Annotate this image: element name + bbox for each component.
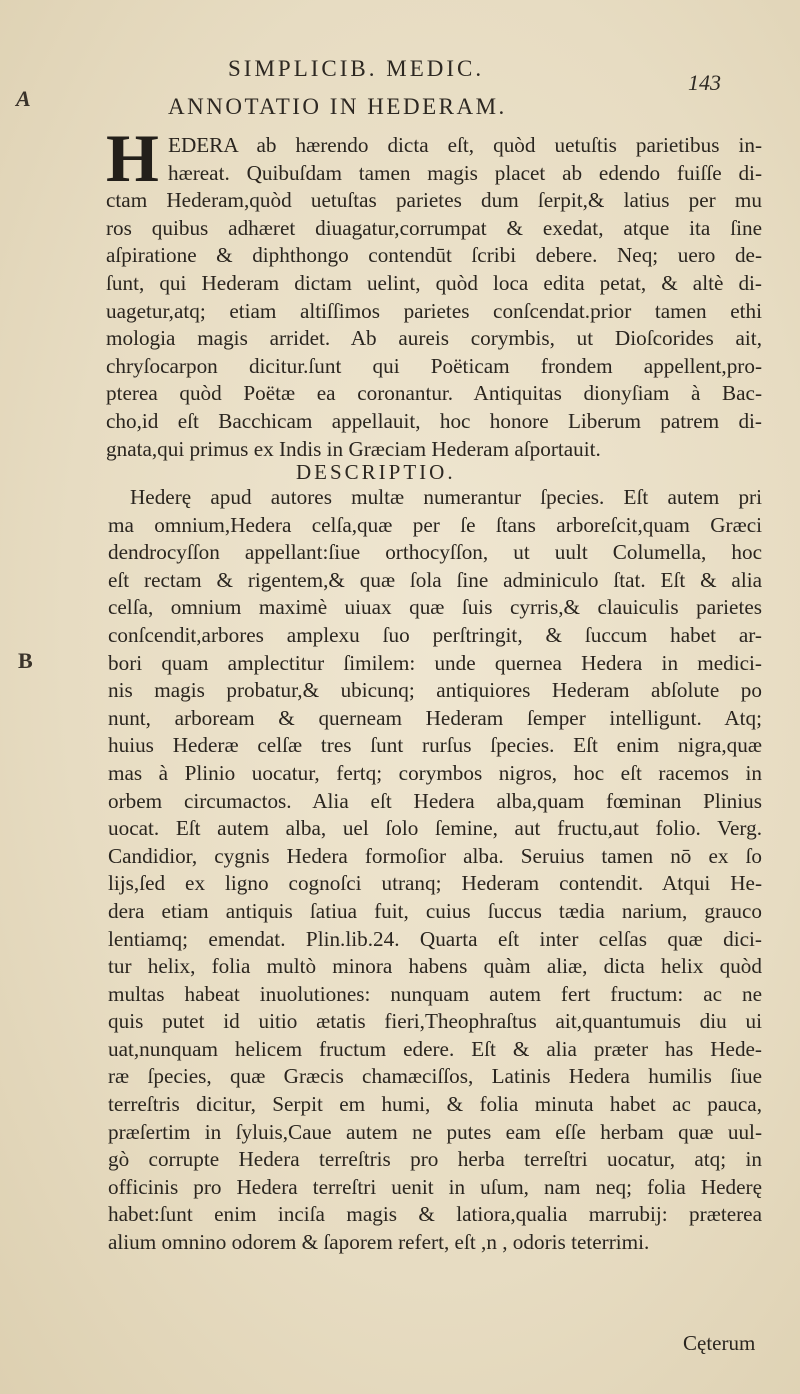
text-line: ſunt, qui Hederam dictam uelint, quòd loca edita petat, & altè di- [106,270,762,295]
text-line: ros quibus adhæret diuagatur,corrumpat & exedat, atque ita ſine [106,215,762,240]
text-line: uagetur,atq; etiam altiſſimos parietes conſcendat.prior tamen ethi [106,298,762,323]
text-line: bori quam amplectitur ſimilem: unde quernea Hedera in medici- [108,650,762,675]
text-line: gnata,qui primus ex Indis in Græciam Hederam aſportauit. [106,436,601,461]
text-line: hæreat. Quibuſdam tamen magis placet ab edendo fuiſſe di- [168,160,762,185]
text-line: gò corrupte Hedera terreſtris pro herba terreſtri uocatur, atq; in [108,1147,762,1172]
text-line: chryſocarpon dicitur.ſunt qui Poëticam frondem appellent,pro- [106,353,762,378]
text-line: celſa, omnium maximè uiuax quæ ſuis cyrris,& clauiculis parietes [108,595,762,620]
text-line: mologia magis arridet. Ab aureis corymbis, ut Dioſcorides ait, [106,326,762,351]
text-line: alium omnino odorem & ſaporem refert, eſt ,n , odoris teterrimi. [108,1230,650,1255]
text-line: EDERA ab hærendo dicta eſt, quòd uetuſtis parietibus in- [168,133,762,157]
section-title: ANNOTATIO IN HEDERAM. [168,94,507,119]
text-line: Hederę apud autores multæ numerantur ſpecies. Eſt autem pri [130,485,762,509]
text-line: multas habeat inuolutiones: nunquam autem fert fructum: ac ne [108,981,762,1006]
description-paragraph [108,484,762,1257]
page-number: 143 [688,70,721,95]
drop-cap: H [106,120,159,196]
text-line: officinis pro Hedera terreſtri uenit in uſum, nam neq; folia Hederę [108,1174,762,1199]
running-head: SIMPLICIB. MEDIC. [228,56,485,81]
text-line: ma omnium,Hedera celſa,quæ per ſe ſtans arboreſcit,quam Græci [108,512,762,537]
section-subheading: DESCRIPTIO. [296,460,456,484]
text-line: præſertim in ſyluis,Caue autem ne putes eam eſſe herbam quæ uul- [108,1119,762,1144]
text-line: eſt rectam & rigentem,& quæ ſola ſine adminiculo ſtat. Eſt & alia [108,567,762,592]
text-line: ræ ſpecies, quæ Græcis chamæciſſos, Latinis Hedera humilis ſiue [108,1064,762,1089]
margin-letter-b: B [18,648,33,673]
text-line: conſcendit,arbores amplexu ſuo perſtringit, & ſuccum habet ar- [108,622,762,647]
text-line: Candidior, cygnis Hedera formoſior alba. Seruius tamen nō ex ſo [108,843,762,868]
text-line: pterea quòd Poëtæ ea coronantur. Antiquitas dionyſiam à Bac- [106,381,762,406]
text-line: orbem circumactos. Alia eſt Hedera alba,quam fœminan Plinius [108,788,762,813]
catchword: Cęterum [683,1331,756,1355]
text-line: nunt, arboream & querneam Hederam ſemper intelligunt. Atq; [108,705,762,730]
text-line: nis magis probatur,& ubicunq; antiquiores Hederam abſolute po [108,678,762,703]
text-line: habet:ſunt enim inciſa magis & latiora,qualia marrubij: præterea [108,1202,762,1227]
text-line: lijs,ſed ex ligno cognoſci utranq; Hederam contendit. Atqui He- [108,871,762,896]
text-line: uat,nunquam helicem fructum edere. Eſt & alia præter has Hede- [108,1036,762,1061]
text-line: terreſtris dicitur, Serpit em humi, & folia minuta habet ac pauca, [108,1092,762,1117]
text-line: dendrocyſſon appellant:ſiue orthocyſſon, ut uult Columella, hoc [108,540,762,565]
text-line: dera etiam antiquis ſatiua fuit, cuius ſuccus tædia narium, grauco [108,898,762,923]
text-line: cho,id eſt Bacchicam appellauit, hoc honore Liberum patrem di- [106,408,762,433]
text-line: lentiamq; emendat. Plin.lib.24. Quarta eſt inter celſas quæ dici- [108,926,762,951]
margin-letter-a: A [16,86,31,111]
annotation-paragraph [106,132,762,463]
text-line: mas à Plinio uocatur, fertq; corymbos nigros, hoc eſt racemos in [108,760,762,785]
text-line: quis putet id uitio ætatis fieri,Theophraſtus ait,quantumuis diu ui [108,1009,762,1034]
text-line: aſpiratione & diphthongo contendūt ſcribi debere. Neq; uero de- [106,243,762,268]
text-line: uocat. Eſt autem alba, uel ſolo ſemine, aut fructu,aut folio. Verg. [108,816,762,841]
text-line: huius Hederæ celſæ tres ſunt rurſus ſpecies. Eſt enim nigra,quæ [108,733,762,758]
text-line: ctam Hederam,quòd uetuſtas parietes dum ſerpit,& latius per mu [106,188,762,213]
text-line: tur helix, folia multò minora habens quàm aliæ, dicta helix quòd [108,954,762,979]
